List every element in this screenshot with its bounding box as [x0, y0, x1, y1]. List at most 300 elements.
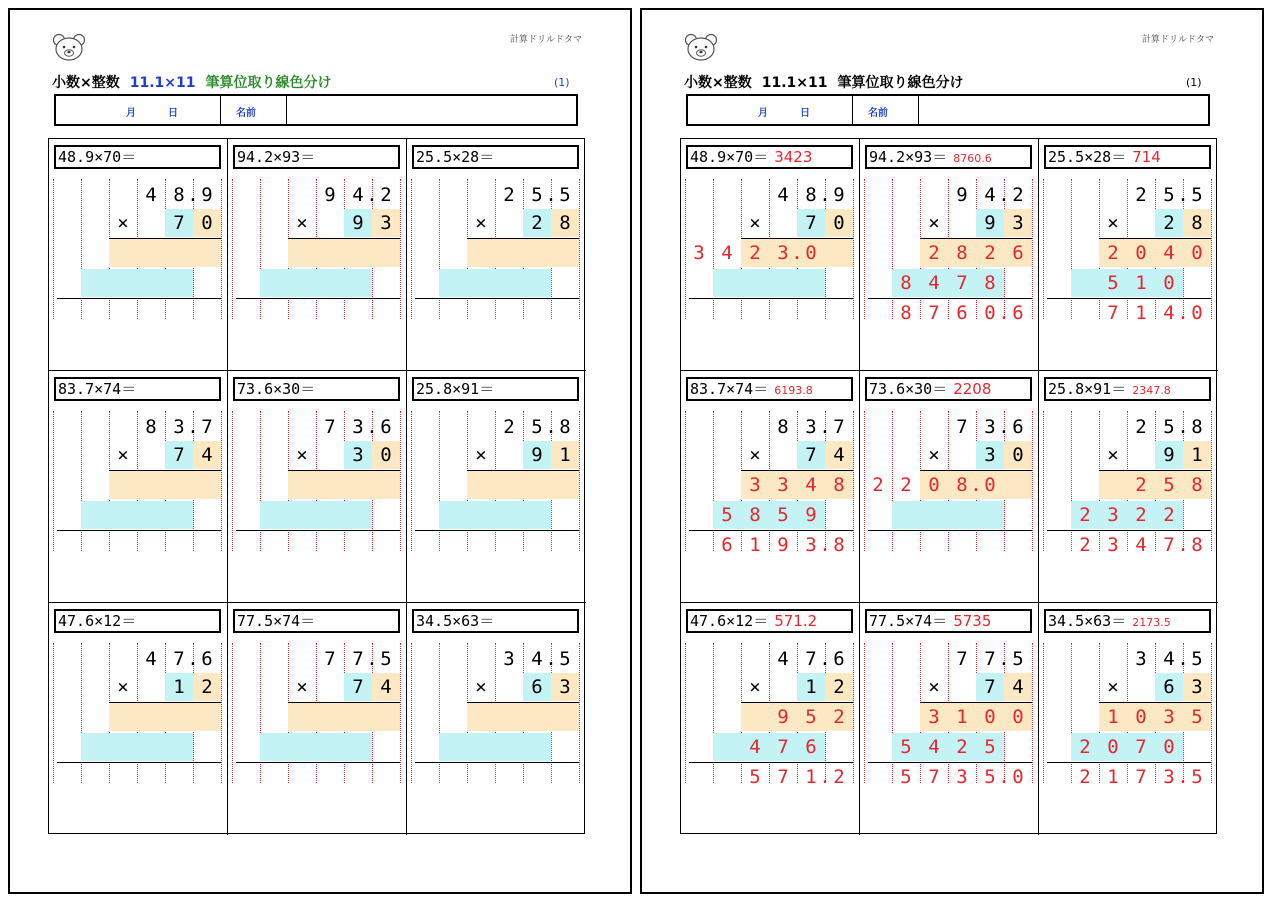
total-digit: 5 — [900, 766, 912, 788]
decimal-point: . — [366, 416, 378, 438]
partial-product-digit: 7 — [777, 736, 789, 758]
month-label: 月 — [126, 108, 136, 119]
place-value-guide — [579, 179, 580, 319]
place-value-guide — [1032, 411, 1033, 551]
multiplicand-digit: 8 — [145, 416, 157, 438]
times-sign: × — [1107, 444, 1119, 466]
partial-decimal-point: . — [970, 474, 982, 496]
multiplicand-digit: 5 — [1012, 648, 1024, 670]
problem-expression — [686, 377, 853, 401]
problem-cell — [681, 371, 860, 603]
shade-partial-2 — [892, 501, 1004, 529]
total-digit: 2 — [1079, 766, 1091, 788]
place-value-guide — [853, 411, 854, 551]
sum-rule — [236, 530, 400, 531]
multiplier-digit: 4 — [1012, 676, 1024, 698]
partial-product-digit: 5 — [805, 706, 817, 728]
place-value-guide — [411, 179, 412, 319]
decimal-point: . — [819, 416, 831, 438]
multiplicand-digit: 5 — [531, 416, 543, 438]
total-digit: 6 — [1012, 302, 1024, 324]
worksheet-title — [52, 72, 332, 92]
problem-expression — [1044, 377, 1211, 401]
times-sign: × — [296, 212, 308, 234]
box-divider — [286, 96, 287, 124]
place-value-guide — [1043, 643, 1044, 783]
shade-partial-2 — [81, 733, 193, 761]
problem-expression — [686, 609, 853, 633]
total-digit: 1 — [805, 766, 817, 788]
multiplier-digit: 0 — [380, 444, 392, 466]
multiplicand-digit: 4 — [531, 648, 543, 670]
partial-product-digit: 9 — [777, 706, 789, 728]
partial-product-digit: 8 — [956, 242, 968, 264]
multiplier-digit: 3 — [984, 444, 996, 466]
shade-partial-1 — [109, 471, 221, 499]
shade-partial-1 — [288, 703, 400, 731]
problem-cell — [860, 139, 1039, 371]
partial-product-digit: 2 — [984, 242, 996, 264]
shade-partial-2 — [260, 269, 372, 297]
multiplicand-digit: 9 — [201, 184, 213, 206]
expression-answer: 571.2 — [774, 612, 818, 630]
partial-product-digit: 2 — [833, 706, 845, 728]
place-value-guide — [221, 643, 222, 783]
shade-partial-2 — [713, 269, 825, 297]
problem-cell — [1039, 371, 1218, 603]
worksheet-page-blank — [8, 8, 632, 894]
times-sign: × — [749, 676, 761, 698]
problem-expression — [865, 609, 1032, 633]
sum-rule — [57, 298, 221, 299]
title-pattern: 11.1×11 — [761, 75, 828, 91]
total-digit: 8 — [833, 534, 845, 556]
multiplicand-digit: 3 — [805, 416, 817, 438]
problem-cell — [228, 371, 407, 603]
times-sign: × — [475, 676, 487, 698]
decimal-point: . — [998, 416, 1010, 438]
problem-expression — [412, 609, 579, 633]
times-sign: × — [1107, 212, 1119, 234]
problem-expression — [54, 145, 221, 169]
problem-expression — [686, 145, 853, 169]
box-divider — [852, 96, 853, 124]
multiplicand-digit: 7 — [833, 416, 845, 438]
multiplier-digit: 7 — [173, 212, 185, 234]
times-sign: × — [117, 212, 129, 234]
sum-rule — [415, 298, 579, 299]
product-rule — [109, 470, 221, 471]
total-decimal-point: . — [998, 302, 1010, 324]
multiplier-digit: 4 — [380, 676, 392, 698]
problem-cell — [681, 603, 860, 835]
multiplier-digit: 3 — [1191, 676, 1203, 698]
partial-product-digit: 0 — [1012, 706, 1024, 728]
problem-cell — [49, 603, 228, 835]
problem-grid — [48, 138, 585, 834]
partial-product-digit: 0 — [1107, 736, 1119, 758]
bear-logo-icon — [52, 33, 86, 67]
name-date-box — [686, 94, 1210, 126]
problem-cell — [407, 139, 586, 371]
partial-product-digit: 5 — [1107, 272, 1119, 294]
partial-product-digit: 9 — [805, 504, 817, 526]
multiplicand-digit: 7 — [805, 648, 817, 670]
partial-product-digit: 2 — [928, 242, 940, 264]
partial-product-digit: 8 — [749, 504, 761, 526]
multiplier-digit: 1 — [1191, 444, 1203, 466]
partial-product-digit: 0 — [1163, 736, 1175, 758]
multiplicand-digit: 7 — [352, 648, 364, 670]
product-rule — [109, 238, 221, 239]
total-digit: 0 — [984, 302, 996, 324]
multiplicand-digit: 7 — [201, 416, 213, 438]
multiplier-digit: 3 — [352, 444, 364, 466]
shade-partial-2 — [439, 501, 551, 529]
times-sign: × — [749, 444, 761, 466]
multiplier-digit: 7 — [352, 676, 364, 698]
multiplier-digit: 1 — [805, 676, 817, 698]
shade-partial-2 — [260, 501, 372, 529]
decimal-point: . — [998, 648, 1010, 670]
bear-logo-icon — [684, 33, 718, 67]
problem-expression — [412, 145, 579, 169]
partial-product-digit: 8 — [956, 474, 968, 496]
total-digit: 2 — [1079, 534, 1091, 556]
problem-expression — [865, 145, 1032, 169]
times-sign: × — [117, 444, 129, 466]
times-sign: × — [928, 676, 940, 698]
times-sign: × — [928, 212, 940, 234]
multiplicand-digit: 4 — [984, 184, 996, 206]
problem-expression — [1044, 609, 1211, 633]
shade-partial-2 — [439, 733, 551, 761]
total-digit: 7 — [1135, 766, 1147, 788]
multiplier-digit: 6 — [1163, 676, 1175, 698]
problem-cell — [49, 371, 228, 603]
sum-rule — [57, 762, 221, 763]
partial-product-digit: 1 — [1135, 272, 1147, 294]
problem-cell — [49, 139, 228, 371]
partial-product-digit: 5 — [777, 504, 789, 526]
expression-answer: 2173.5 — [1132, 616, 1171, 629]
problem-cell — [681, 139, 860, 371]
problem-expression — [233, 609, 400, 633]
problem-expression — [865, 377, 1032, 401]
sum-rule — [415, 762, 579, 763]
partial-product-digit: 6 — [1012, 242, 1024, 264]
place-value-guide — [232, 179, 233, 319]
multiplicand-digit: 2 — [1135, 184, 1147, 206]
total-digit: 6 — [721, 534, 733, 556]
place-value-guide — [221, 179, 222, 319]
place-value-guide — [400, 643, 401, 783]
problem-expression — [233, 377, 400, 401]
expression-text: 83.7×74＝ — [58, 380, 137, 398]
sum-rule — [689, 298, 853, 299]
partial-product-digit: 1 — [1107, 706, 1119, 728]
expression-answer: 5735 — [953, 612, 992, 630]
total-decimal-point: . — [1177, 766, 1189, 788]
multiplicand-digit: 4 — [352, 184, 364, 206]
multiplicand-digit: 5 — [1163, 416, 1175, 438]
times-sign: × — [296, 676, 308, 698]
multiplicand-digit: 8 — [173, 184, 185, 206]
total-digit: 2 — [833, 766, 845, 788]
place-value-guide — [400, 411, 401, 551]
problem-cell — [1039, 139, 1218, 371]
multiplicand-digit: 8 — [559, 416, 571, 438]
partial-product-digit: 8 — [1191, 474, 1203, 496]
place-value-guide — [579, 411, 580, 551]
place-value-guide — [853, 179, 854, 319]
expression-text: 73.6×30＝ — [237, 380, 316, 398]
partial-product-digit: 0 — [984, 474, 996, 496]
multiplicand-digit: 3 — [503, 648, 515, 670]
place-value-guide — [53, 179, 54, 319]
shade-partial-1 — [467, 239, 579, 267]
page-number: (1) — [554, 76, 570, 89]
expression-answer: 3423 — [774, 148, 813, 166]
multiplicand-digit: 5 — [1191, 648, 1203, 670]
multiplicand-digit: 5 — [531, 184, 543, 206]
shade-partial-1 — [288, 471, 400, 499]
multiplicand-digit: 4 — [145, 184, 157, 206]
partial-product-digit: 4 — [805, 474, 817, 496]
place-value-guide — [853, 643, 854, 783]
place-value-guide — [1211, 411, 1212, 551]
multiplier-digit: 4 — [201, 444, 213, 466]
multiplicand-digit: 6 — [1012, 416, 1024, 438]
product-rule — [288, 702, 400, 703]
partial-product-digit: 3 — [928, 706, 940, 728]
place-value-guide — [685, 411, 686, 551]
place-value-guide — [221, 411, 222, 551]
decimal-point: . — [1177, 648, 1189, 670]
place-value-guide — [1043, 411, 1044, 551]
total-decimal-point: . — [1177, 302, 1189, 324]
partial-product-digit: 3 — [749, 474, 761, 496]
times-sign: × — [475, 212, 487, 234]
decimal-point: . — [998, 184, 1010, 206]
brand-label: 計算ドリルドタマ — [1142, 35, 1215, 45]
multiplier-digit: 6 — [531, 676, 543, 698]
multiplier-digit: 1 — [173, 676, 185, 698]
partial-product-digit: 2 — [1135, 504, 1147, 526]
multiplicand-digit: 3 — [173, 416, 185, 438]
problem-cell — [860, 371, 1039, 603]
multiplier-digit: 3 — [1012, 212, 1024, 234]
total-digit: 5 — [1191, 766, 1203, 788]
expression-text: 48.9×70＝ — [58, 148, 137, 166]
multiplicand-digit: 5 — [559, 648, 571, 670]
multiplier-digit: 8 — [559, 212, 571, 234]
problem-cell — [407, 371, 586, 603]
brand-label: 計算ドリルドタマ — [510, 35, 583, 45]
expression-answer: 6193.8 — [774, 384, 813, 397]
multiplier-digit: 9 — [352, 212, 364, 234]
partial-product-digit: 4 — [1163, 242, 1175, 264]
partial-product-digit: 0 — [805, 242, 817, 264]
shade-partial-1 — [109, 703, 221, 731]
multiplier-digit: 4 — [833, 444, 845, 466]
expression-answer: 2347.8 — [1132, 384, 1171, 397]
name-label: 名前 — [868, 108, 888, 119]
partial-product-digit: 2 — [1107, 242, 1119, 264]
multiplicand-digit: 7 — [984, 648, 996, 670]
sum-rule — [868, 530, 1032, 531]
partial-product-digit: 1 — [956, 706, 968, 728]
partial-product-digit: 3 — [693, 242, 705, 264]
place-value-guide — [864, 643, 865, 783]
partial-product-digit: 5 — [721, 504, 733, 526]
sum-rule — [415, 530, 579, 531]
problem-grid — [680, 138, 1217, 834]
partial-product-digit: 3 — [777, 242, 789, 264]
product-rule — [467, 470, 579, 471]
place-value-guide — [53, 643, 54, 783]
partial-product-digit: 0 — [1135, 242, 1147, 264]
multiplicand-digit: 7 — [173, 648, 185, 670]
multiplicand-digit: 6 — [833, 648, 845, 670]
place-value-guide — [1032, 179, 1033, 319]
total-digit: 7 — [777, 766, 789, 788]
total-decimal-point: . — [1177, 534, 1189, 556]
multiplier-digit: 2 — [1163, 212, 1175, 234]
multiplicand-digit: 8 — [1191, 416, 1203, 438]
shade-partial-1 — [109, 239, 221, 267]
product-rule — [288, 238, 400, 239]
expression-text: 48.9×70＝ — [690, 148, 769, 166]
problem-cell — [1039, 603, 1218, 835]
times-sign: × — [1107, 676, 1119, 698]
sum-rule — [236, 298, 400, 299]
partial-product-digit: 0 — [984, 706, 996, 728]
partial-product-digit: 2 — [1135, 474, 1147, 496]
box-divider — [220, 96, 221, 124]
total-digit: 1 — [749, 534, 761, 556]
place-value-guide — [411, 411, 412, 551]
problem-cell — [407, 603, 586, 835]
place-value-guide — [232, 411, 233, 551]
day-label: 日 — [168, 108, 178, 119]
total-digit: 1 — [1107, 766, 1119, 788]
shade-partial-1 — [288, 239, 400, 267]
partial-product-digit: 3 — [1163, 706, 1175, 728]
multiplier-digit: 2 — [531, 212, 543, 234]
total-digit: 3 — [805, 534, 817, 556]
decimal-point: . — [1177, 416, 1189, 438]
total-digit: 8 — [900, 302, 912, 324]
multiplicand-digit: 2 — [1012, 184, 1024, 206]
multiplier-digit: 2 — [201, 676, 213, 698]
decimal-point: . — [545, 416, 557, 438]
multiplicand-digit: 7 — [956, 416, 968, 438]
decimal-point: . — [545, 184, 557, 206]
shade-partial-1 — [467, 471, 579, 499]
multiplicand-digit: 5 — [380, 648, 392, 670]
decimal-point: . — [1177, 184, 1189, 206]
place-value-guide — [685, 643, 686, 783]
decimal-point: . — [187, 416, 199, 438]
place-value-guide — [864, 179, 865, 319]
total-digit: 6 — [956, 302, 968, 324]
decimal-point: . — [187, 648, 199, 670]
partial-product-digit: 2 — [749, 242, 761, 264]
total-decimal-point: . — [819, 534, 831, 556]
sum-rule — [57, 530, 221, 531]
multiplicand-digit: 6 — [201, 648, 213, 670]
expression-answer: 714 — [1132, 148, 1161, 166]
partial-product-digit: 2 — [872, 474, 884, 496]
place-value-guide — [1211, 179, 1212, 319]
partial-product-digit: 2 — [1079, 736, 1091, 758]
problem-expression — [1044, 145, 1211, 169]
decimal-point: . — [187, 184, 199, 206]
multiplier-digit: 9 — [984, 212, 996, 234]
worksheet-page-answers — [640, 8, 1264, 894]
shade-partial-2 — [260, 733, 372, 761]
multiplier-digit: 3 — [380, 212, 392, 234]
decimal-point: . — [819, 184, 831, 206]
multiplicand-digit: 2 — [1135, 416, 1147, 438]
multiplicand-digit: 4 — [777, 184, 789, 206]
total-digit: 7 — [1163, 534, 1175, 556]
expression-text: 25.8×91＝ — [1048, 380, 1127, 398]
total-digit: 0 — [1012, 766, 1024, 788]
product-rule — [467, 702, 579, 703]
partial-product-digit: 8 — [833, 474, 845, 496]
total-digit: 9 — [777, 534, 789, 556]
multiplicand-digit: 5 — [1191, 184, 1203, 206]
total-digit: 8 — [1191, 534, 1203, 556]
partial-product-digit: 2 — [1163, 504, 1175, 526]
multiplicand-digit: 9 — [956, 184, 968, 206]
place-value-guide — [53, 411, 54, 551]
expression-text: 94.2×93＝ — [869, 148, 948, 166]
total-digit: 5 — [984, 766, 996, 788]
partial-product-digit: 4 — [928, 736, 940, 758]
total-digit: 4 — [1163, 302, 1175, 324]
total-digit: 0 — [1191, 302, 1203, 324]
multiplicand-digit: 8 — [777, 416, 789, 438]
shade-partial-1 — [467, 703, 579, 731]
partial-product-digit: 7 — [1135, 736, 1147, 758]
times-sign: × — [928, 444, 940, 466]
times-sign: × — [296, 444, 308, 466]
problem-cell — [228, 603, 407, 835]
day-label: 日 — [800, 108, 810, 119]
multiplier-digit: 7 — [805, 444, 817, 466]
title-topic: 小数×整数 — [684, 75, 752, 91]
sum-rule — [236, 762, 400, 763]
name-label: 名前 — [236, 108, 256, 119]
partial-product-digit: 5 — [1163, 474, 1175, 496]
expression-text: 83.7×74＝ — [690, 380, 769, 398]
multiplicand-digit: 7 — [324, 648, 336, 670]
expression-text: 34.5×63＝ — [1048, 612, 1127, 630]
expression-text: 47.6×12＝ — [58, 612, 137, 630]
expression-text: 77.5×74＝ — [869, 612, 948, 630]
decimal-point: . — [366, 184, 378, 206]
partial-product-digit: 8 — [900, 272, 912, 294]
times-sign: × — [117, 676, 129, 698]
title-method: 筆算位取り線色分け — [837, 75, 964, 91]
partial-product-digit: 4 — [721, 242, 733, 264]
title-method: 筆算位取り線色分け — [205, 75, 332, 91]
total-digit: 7 — [928, 766, 940, 788]
times-sign: × — [475, 444, 487, 466]
